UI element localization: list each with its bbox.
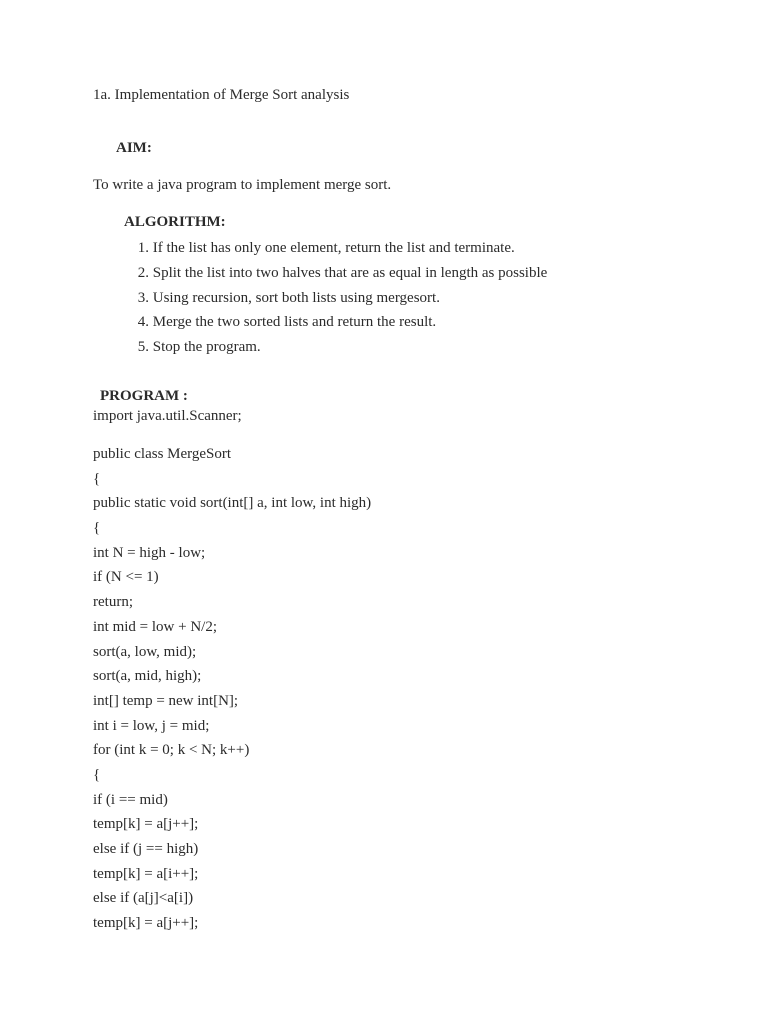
- code-line: int N = high - low;: [93, 544, 206, 561]
- step-text: Split the list into two halves that are as equal in length as possible: [152, 264, 548, 281]
- code-line: {: [93, 520, 101, 537]
- code-line: sort(a, low, mid);: [93, 643, 197, 660]
- code-line: {: [93, 766, 101, 783]
- code-line: int i = low, j = mid;: [93, 717, 210, 734]
- step-number: 3.: [137, 289, 149, 306]
- step-text: If the list has only one element, return the list and terminate.: [152, 240, 515, 256]
- code-line: return;: [93, 594, 133, 611]
- step-text: Using recursion, sort both lists using mergesort.: [152, 289, 440, 306]
- step-text: Merge the two sorted lists and return the result.: [152, 314, 437, 331]
- aim-heading: AIM:: [116, 140, 152, 156]
- code-line: sort(a, mid, high);: [93, 668, 202, 685]
- code-line: if (N <= 1): [93, 569, 159, 586]
- step-number: 5.: [137, 339, 149, 356]
- step-number: 4.: [137, 314, 149, 331]
- algorithm-step: [124, 338, 547, 363]
- algorithm-step: [124, 313, 547, 338]
- algorithm-step: [124, 239, 547, 264]
- code-line: for (int k = 0; k < N; k++): [93, 742, 250, 759]
- algorithm-heading: ALGORITHM:: [124, 214, 226, 230]
- code-block: [93, 445, 371, 939]
- code-line: {: [93, 470, 101, 487]
- algorithm-step: [124, 264, 547, 289]
- algorithm-steps-list: [124, 239, 547, 363]
- code-line: temp[k] = a[j++];: [93, 816, 199, 833]
- code-line: temp[k] = a[j++];: [93, 915, 199, 932]
- document-title: 1a. Implementation of Merge Sort analysis: [93, 87, 350, 103]
- code-line: int mid = low + N/2;: [93, 618, 218, 635]
- code-line: temp[k] = a[i++];: [93, 865, 199, 882]
- step-number: 2.: [137, 264, 149, 281]
- code-line: else if (a[j]<a[i]): [93, 890, 194, 907]
- program-heading: PROGRAM :: [100, 388, 188, 404]
- code-line: int[] temp = new int[N];: [93, 692, 239, 709]
- step-text: Stop the program.: [152, 339, 261, 356]
- code-line: if (i == mid): [93, 791, 168, 808]
- code-import-line: import java.util.Scanner;: [93, 408, 242, 424]
- code-line: public static void sort(int[] a, int low, int high): [93, 495, 372, 512]
- code-line: public class MergeSort: [93, 446, 232, 462]
- aim-text: To write a java program to implement merge sort.: [93, 177, 392, 193]
- code-line: else if (j == high): [93, 841, 199, 857]
- algorithm-step: [124, 289, 547, 314]
- step-number: 1.: [137, 240, 149, 256]
